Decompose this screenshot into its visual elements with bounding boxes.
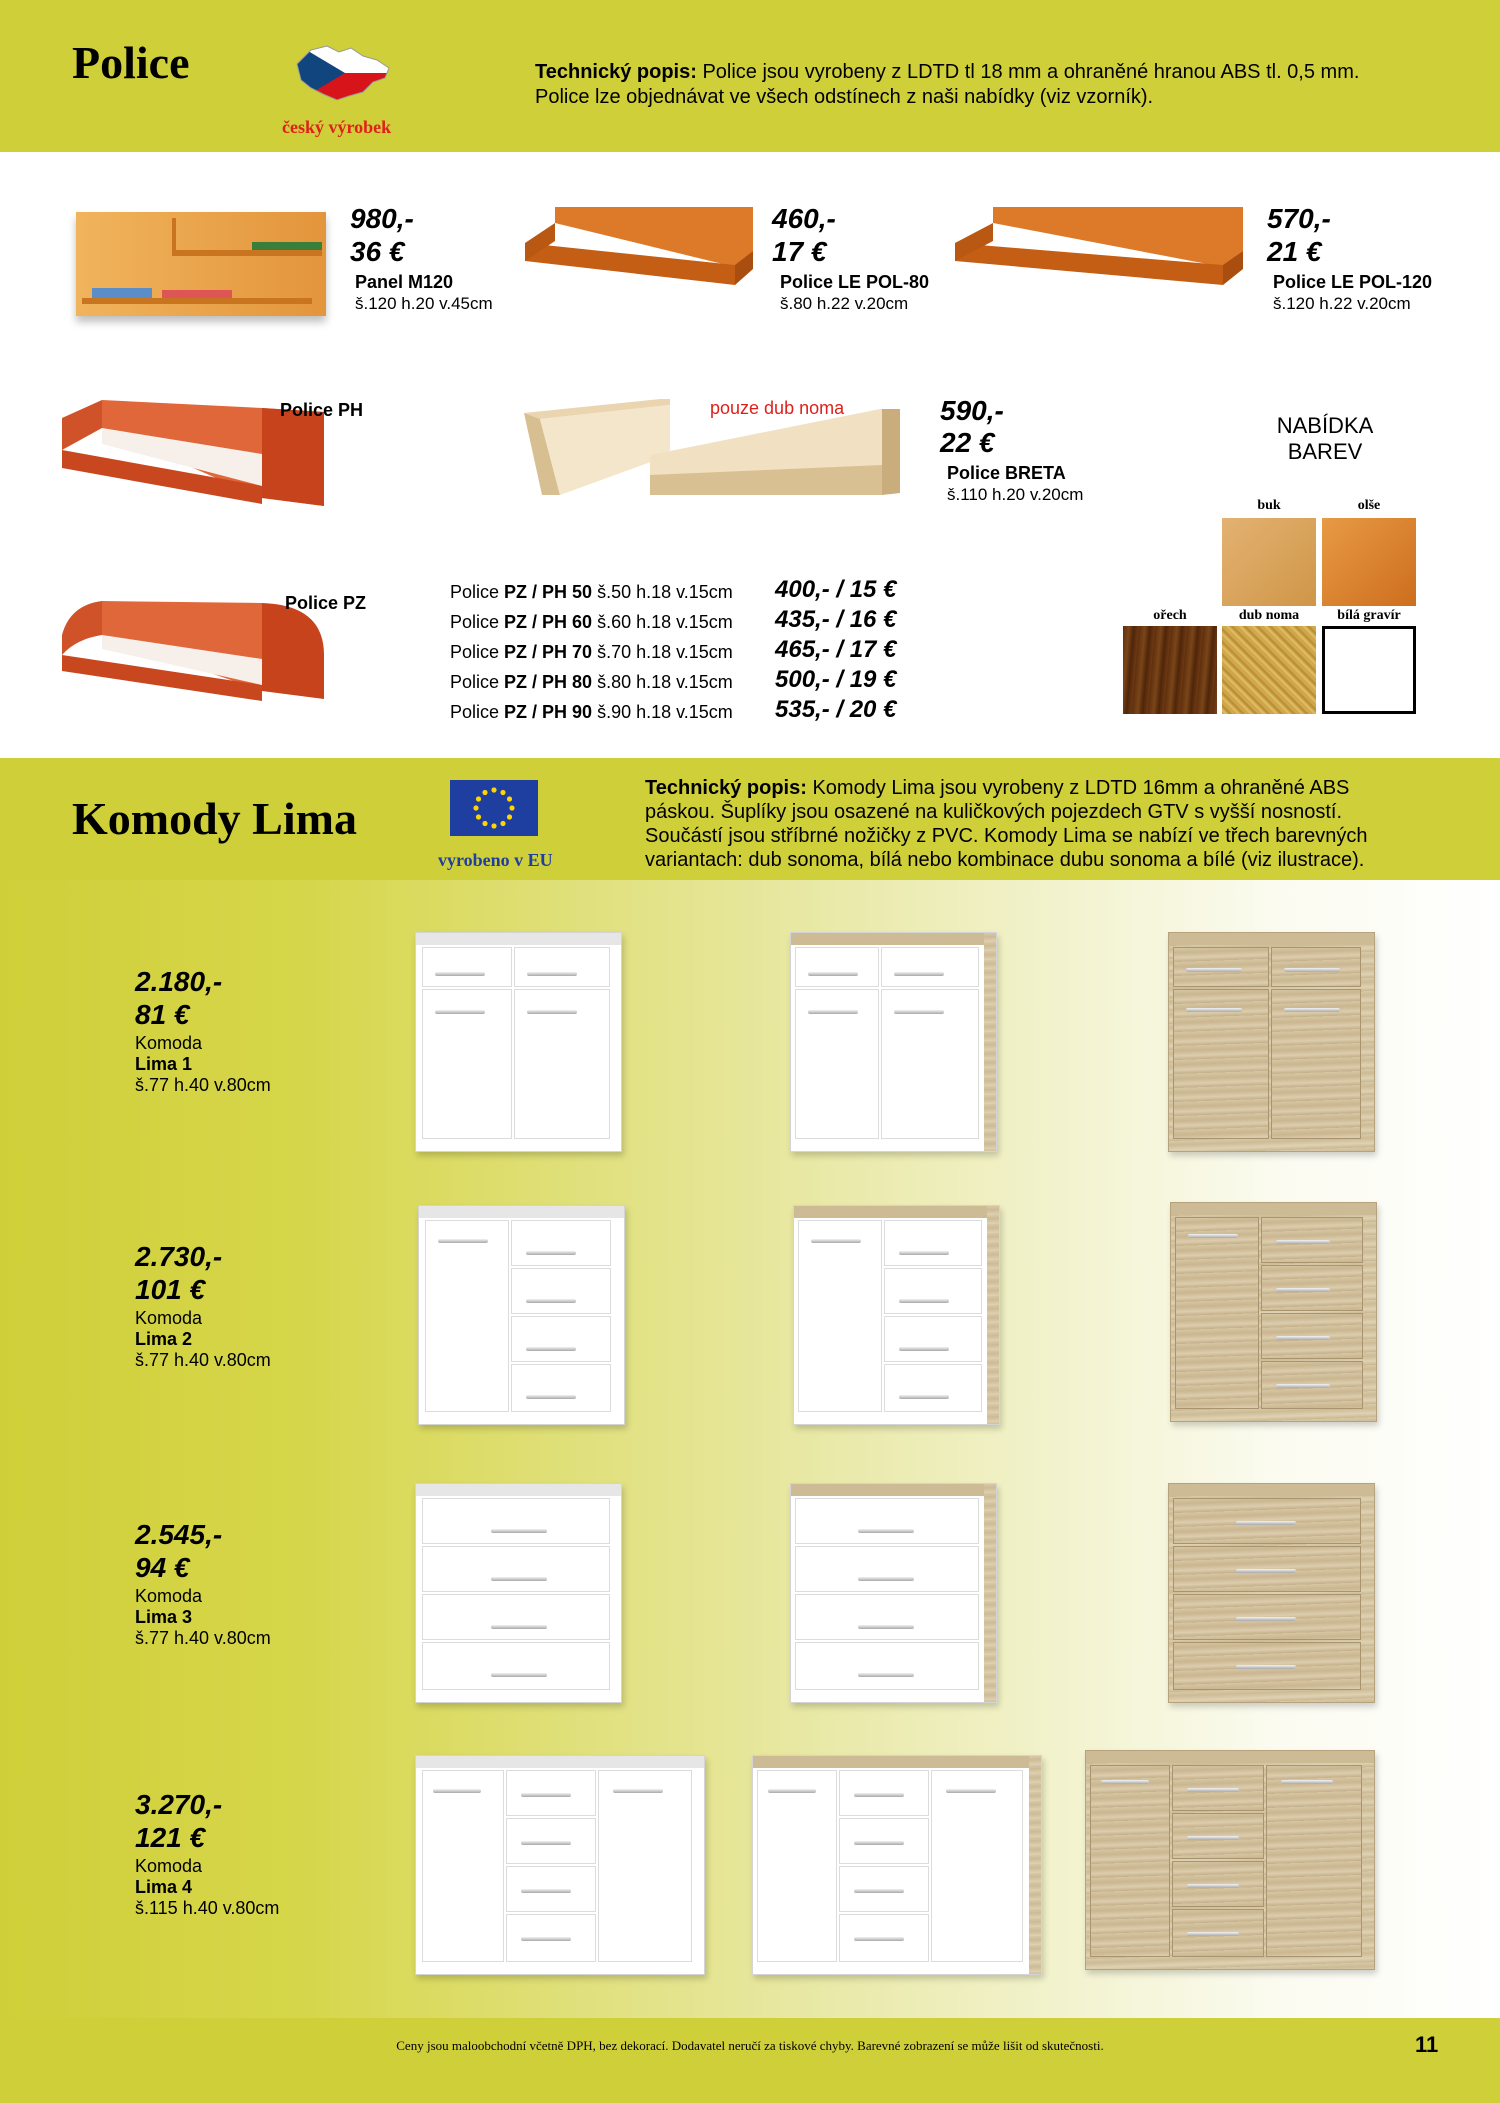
pz-row-5-price: 535,- / 20 € bbox=[775, 696, 897, 723]
pz-row-dims: š.80 h.18 v.15cm bbox=[592, 672, 733, 692]
le-pol-80-price-eur: 17 € bbox=[772, 236, 827, 267]
lima-1-oak-image bbox=[1168, 932, 1375, 1152]
lima-3-price-eur: 94 € bbox=[135, 1552, 190, 1583]
lima-4-price-eur: 121 € bbox=[135, 1822, 206, 1853]
lima-2-price-czk: 2.730,- bbox=[135, 1241, 223, 1272]
police-header bbox=[0, 0, 1500, 152]
swatch-buk bbox=[1222, 518, 1316, 606]
komody-tech-line1: Komody Lima jsou vyrobeny z LDTD 16mm a ohraněné ABS bbox=[806, 777, 1350, 799]
colors-title-line2: BAREV bbox=[1287, 439, 1363, 464]
lima-4-type: Komoda bbox=[135, 1856, 203, 1876]
pz-row-prefix: Police bbox=[450, 672, 505, 692]
pz-row-3 bbox=[450, 642, 733, 663]
breta-price-eur: 22 € bbox=[940, 427, 995, 458]
pz-row-2-price: 435,- / 16 € bbox=[775, 606, 897, 633]
lima-2-price-eur: 101 € bbox=[135, 1274, 206, 1305]
pz-row-model: PZ / PH 80 bbox=[504, 672, 593, 692]
pz-row-prefix: Police bbox=[450, 702, 505, 722]
police-tech-bold: Technický popis: bbox=[535, 61, 697, 83]
colors-title-line1: NABÍDKA bbox=[1276, 413, 1374, 438]
page-number: 11 bbox=[1415, 2032, 1439, 2057]
czech-map-flag-icon bbox=[293, 42, 393, 104]
footer bbox=[0, 2018, 1500, 2103]
police-pz-label: Police PZ bbox=[285, 593, 367, 613]
swatch-olse bbox=[1322, 518, 1416, 606]
eu-flag-icon bbox=[450, 780, 538, 836]
le-pol-120-price-eur: 21 € bbox=[1267, 236, 1322, 267]
swatch-dub-noma bbox=[1222, 626, 1316, 714]
komody-header bbox=[0, 758, 1500, 880]
swatch-label-buk: buk bbox=[1257, 498, 1281, 513]
swatch-orech bbox=[1123, 626, 1217, 714]
lima-1-mixed-image bbox=[790, 932, 997, 1152]
pz-row-1 bbox=[450, 582, 733, 603]
komody-tech-description bbox=[645, 776, 1442, 872]
lima-4-oak-image bbox=[1085, 1750, 1375, 1970]
police-tech-text: Police jsou vyrobeny z LDTD tl 18 mm a ohraněné hranou ABS tl. 0,5 mm. bbox=[696, 61, 1360, 83]
panel-m120-price-czk: 980,- bbox=[350, 203, 414, 234]
le-pol-120-name: Police LE POL-120 bbox=[1273, 272, 1433, 292]
breta-name: Police BRETA bbox=[947, 463, 1066, 483]
lima-1-name: Lima 1 bbox=[135, 1054, 193, 1074]
lima-2-type: Komoda bbox=[135, 1308, 203, 1328]
lima-4-mixed-image bbox=[752, 1755, 1042, 1975]
lima-3-white-image bbox=[415, 1483, 622, 1703]
breta-note: pouze dub noma bbox=[710, 398, 845, 418]
lima-3-price-czk: 2.545,- bbox=[135, 1519, 223, 1550]
pz-row-5 bbox=[450, 702, 733, 723]
panel-m120-image bbox=[72, 208, 327, 318]
footer-note: Ceny jsou maloobchodní včetně DPH, bez dekorací. Dodavatel neručí za tiskové chyby. Barevné zobrazení se může lišit od skutečnosti. bbox=[396, 2038, 1104, 2053]
le-pol-80-dims: š.80 h.22 v.20cm bbox=[780, 294, 909, 313]
police-ph-label: Police PH bbox=[280, 400, 364, 420]
breta-dims: š.110 h.20 v.20cm bbox=[947, 485, 1084, 504]
lima-4-price-czk: 3.270,- bbox=[135, 1789, 223, 1820]
komody-title: Komody Lima bbox=[72, 793, 357, 844]
origin-label-eu: vyrobeno v EU bbox=[438, 850, 553, 870]
swatch-label-dub-noma: dub noma bbox=[1238, 608, 1300, 623]
pz-row-dims: š.70 h.18 v.15cm bbox=[592, 642, 733, 662]
lima-3-dims: š.77 h.40 v.80cm bbox=[135, 1628, 271, 1648]
le-pol-80-name: Police LE POL-80 bbox=[780, 272, 930, 292]
lima-3-name: Lima 3 bbox=[135, 1607, 193, 1627]
origin-label-czech: český výrobek bbox=[282, 117, 392, 137]
le-pol-80-image bbox=[525, 205, 755, 295]
colors-title bbox=[1245, 413, 1405, 465]
le-pol-120-price-czk: 570,- bbox=[1267, 203, 1331, 234]
lima-3-oak-image bbox=[1168, 1483, 1375, 1703]
lima-2-dims: š.77 h.40 v.80cm bbox=[135, 1350, 271, 1370]
lima-1-white-image bbox=[415, 932, 622, 1152]
le-pol-120-dims: š.120 h.22 v.20cm bbox=[1273, 294, 1411, 313]
swatch-bila-gravir bbox=[1322, 626, 1416, 714]
lima-2-info bbox=[135, 1240, 271, 1371]
lima-1-price-czk: 2.180,- bbox=[135, 966, 223, 997]
swatch-label-olse: olše bbox=[1357, 498, 1381, 513]
lima-4-info bbox=[135, 1788, 279, 1919]
pz-row-3-price: 465,- / 17 € bbox=[775, 636, 897, 663]
lima-4-dims: š.115 h.40 v.80cm bbox=[135, 1898, 280, 1918]
swatch-label-bila-gravir: bílá gravír bbox=[1337, 608, 1401, 623]
pz-row-1-price: 400,- / 15 € bbox=[775, 576, 897, 603]
pz-row-model: PZ / PH 50 bbox=[504, 582, 593, 602]
pz-row-dims: š.50 h.18 v.15cm bbox=[592, 582, 733, 602]
komody-tech-line3: Součástí jsou stříbrné nožičky z PVC. Komody Lima se nabízí ve třech barevných bbox=[645, 825, 1368, 847]
breta-price-czk: 590,- bbox=[940, 395, 1004, 426]
pz-row-prefix: Police bbox=[450, 642, 505, 662]
pz-row-model: PZ / PH 70 bbox=[504, 642, 593, 662]
pz-row-dims: š.60 h.18 v.15cm bbox=[592, 612, 733, 632]
police-tech-description bbox=[535, 60, 1359, 110]
police-tech-line2: Police lze objednávat ve všech odstínech z naši nabídky (viz vzorník). bbox=[535, 86, 1154, 108]
pz-row-prefix: Police bbox=[450, 582, 505, 602]
panel-m120-dims: š.120 h.20 v.45cm bbox=[355, 294, 493, 313]
lima-2-oak-image bbox=[1170, 1202, 1377, 1422]
lima-1-info bbox=[135, 965, 271, 1096]
le-pol-80-price-czk: 460,- bbox=[772, 203, 836, 234]
lima-1-type: Komoda bbox=[135, 1033, 203, 1053]
komody-tech-line4: variantach: dub sonoma, bílá nebo kombinace dubu sonoma a bílé (viz ilustrace). bbox=[645, 849, 1365, 871]
pz-row-model: PZ / PH 60 bbox=[504, 612, 593, 632]
lima-1-price-eur: 81 € bbox=[135, 999, 190, 1030]
panel-m120-price-eur: 36 € bbox=[350, 236, 405, 267]
komody-tech-line2: páskou. Šuplíky jsou osazené na kuličkových pojezdech GTV s vyšší nosností. bbox=[645, 801, 1343, 823]
lima-2-name: Lima 2 bbox=[135, 1329, 193, 1349]
lima-3-type: Komoda bbox=[135, 1586, 203, 1606]
pz-row-model: PZ / PH 90 bbox=[504, 702, 593, 722]
le-pol-120-image bbox=[955, 205, 1245, 295]
pz-row-4-price: 500,- / 19 € bbox=[775, 666, 897, 693]
swatch-label-orech: ořech bbox=[1153, 608, 1187, 623]
lima-4-white-image bbox=[415, 1755, 705, 1975]
police-title: Police bbox=[72, 37, 190, 88]
pz-row-4 bbox=[450, 672, 733, 693]
lima-4-name: Lima 4 bbox=[135, 1877, 193, 1897]
lima-3-mixed-image bbox=[790, 1483, 997, 1703]
pz-row-dims: š.90 h.18 v.15cm bbox=[592, 702, 733, 722]
lima-3-info bbox=[135, 1518, 271, 1649]
lima-2-mixed-image bbox=[793, 1205, 1000, 1425]
panel-m120-name: Panel M120 bbox=[355, 272, 454, 292]
pz-row-prefix: Police bbox=[450, 612, 505, 632]
pz-row-2 bbox=[450, 612, 733, 633]
lima-2-white-image bbox=[418, 1205, 625, 1425]
komody-tech-bold: Technický popis: bbox=[645, 777, 807, 799]
lima-1-dims: š.77 h.40 v.80cm bbox=[135, 1075, 271, 1095]
